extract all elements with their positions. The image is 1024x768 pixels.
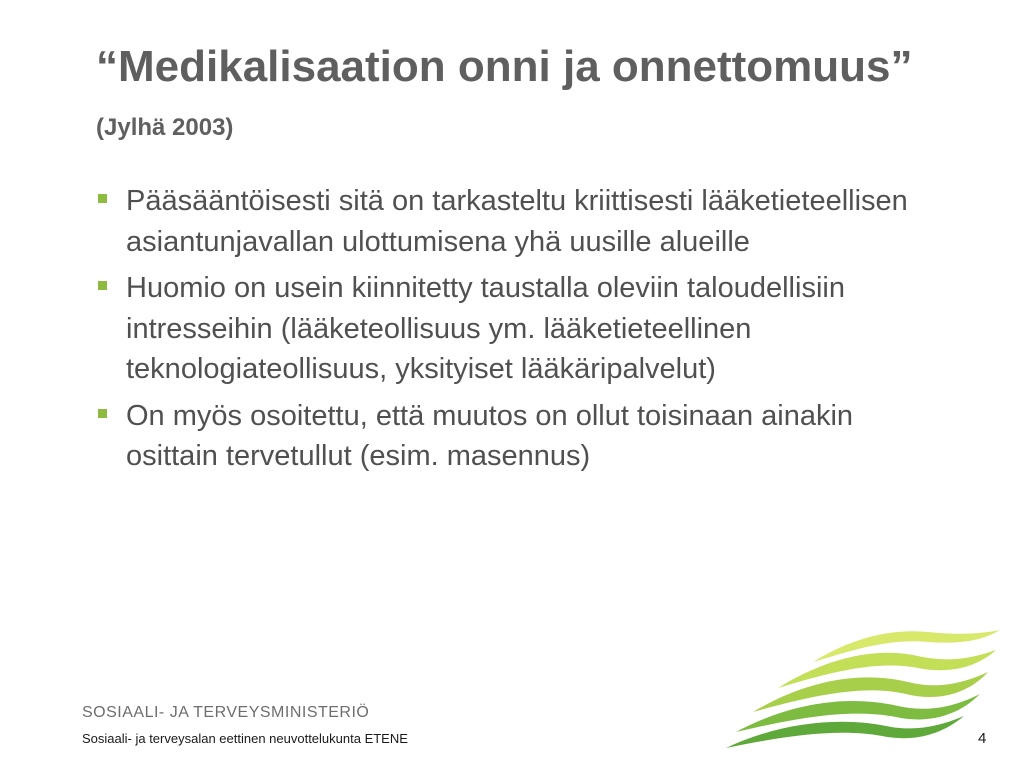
slide-title bbox=[96, 40, 916, 148]
bullet-text: Pääsääntöisesti sitä on tarkasteltu kriittisesti lääketieteellisen asiantunjavallan ulottumisena yhä uusille alueille bbox=[126, 185, 908, 258]
slide-title-citation: (Jylhä 2003) bbox=[96, 114, 234, 141]
green-square-bullet-icon bbox=[98, 409, 107, 418]
footer-board-name: Sosiaali- ja terveysalan eettinen neuvottelukunta ETENE bbox=[82, 731, 408, 746]
bullet-text: On myös osoitettu, että muutos on ollut toisinaan ainakin osittain tervetullut (esim. masennus) bbox=[126, 399, 854, 472]
slide-title-main: “Medikalisaation onni ja onnettomuus” bbox=[96, 42, 913, 91]
bullet-text: Huomio on usein kiinnitetty taustalla oleviin taloudellisiin intresseihin (lääketeollisuus ym. lääketieteellinen teknologiateollisuus, yksityiset lääkäripalvelut) bbox=[126, 272, 845, 385]
ministry-name: SOSIAALI- JA TERVEYSMINISTERIÖ bbox=[82, 704, 370, 721]
green-square-bullet-icon bbox=[98, 281, 107, 290]
page-number: 4 bbox=[978, 730, 987, 747]
bullet-item bbox=[96, 396, 916, 477]
bullet-item bbox=[96, 268, 916, 390]
bullet-list bbox=[96, 181, 916, 483]
bullet-item bbox=[96, 181, 916, 262]
green-waves-logo-icon bbox=[718, 620, 1008, 755]
green-square-bullet-icon bbox=[98, 194, 107, 203]
